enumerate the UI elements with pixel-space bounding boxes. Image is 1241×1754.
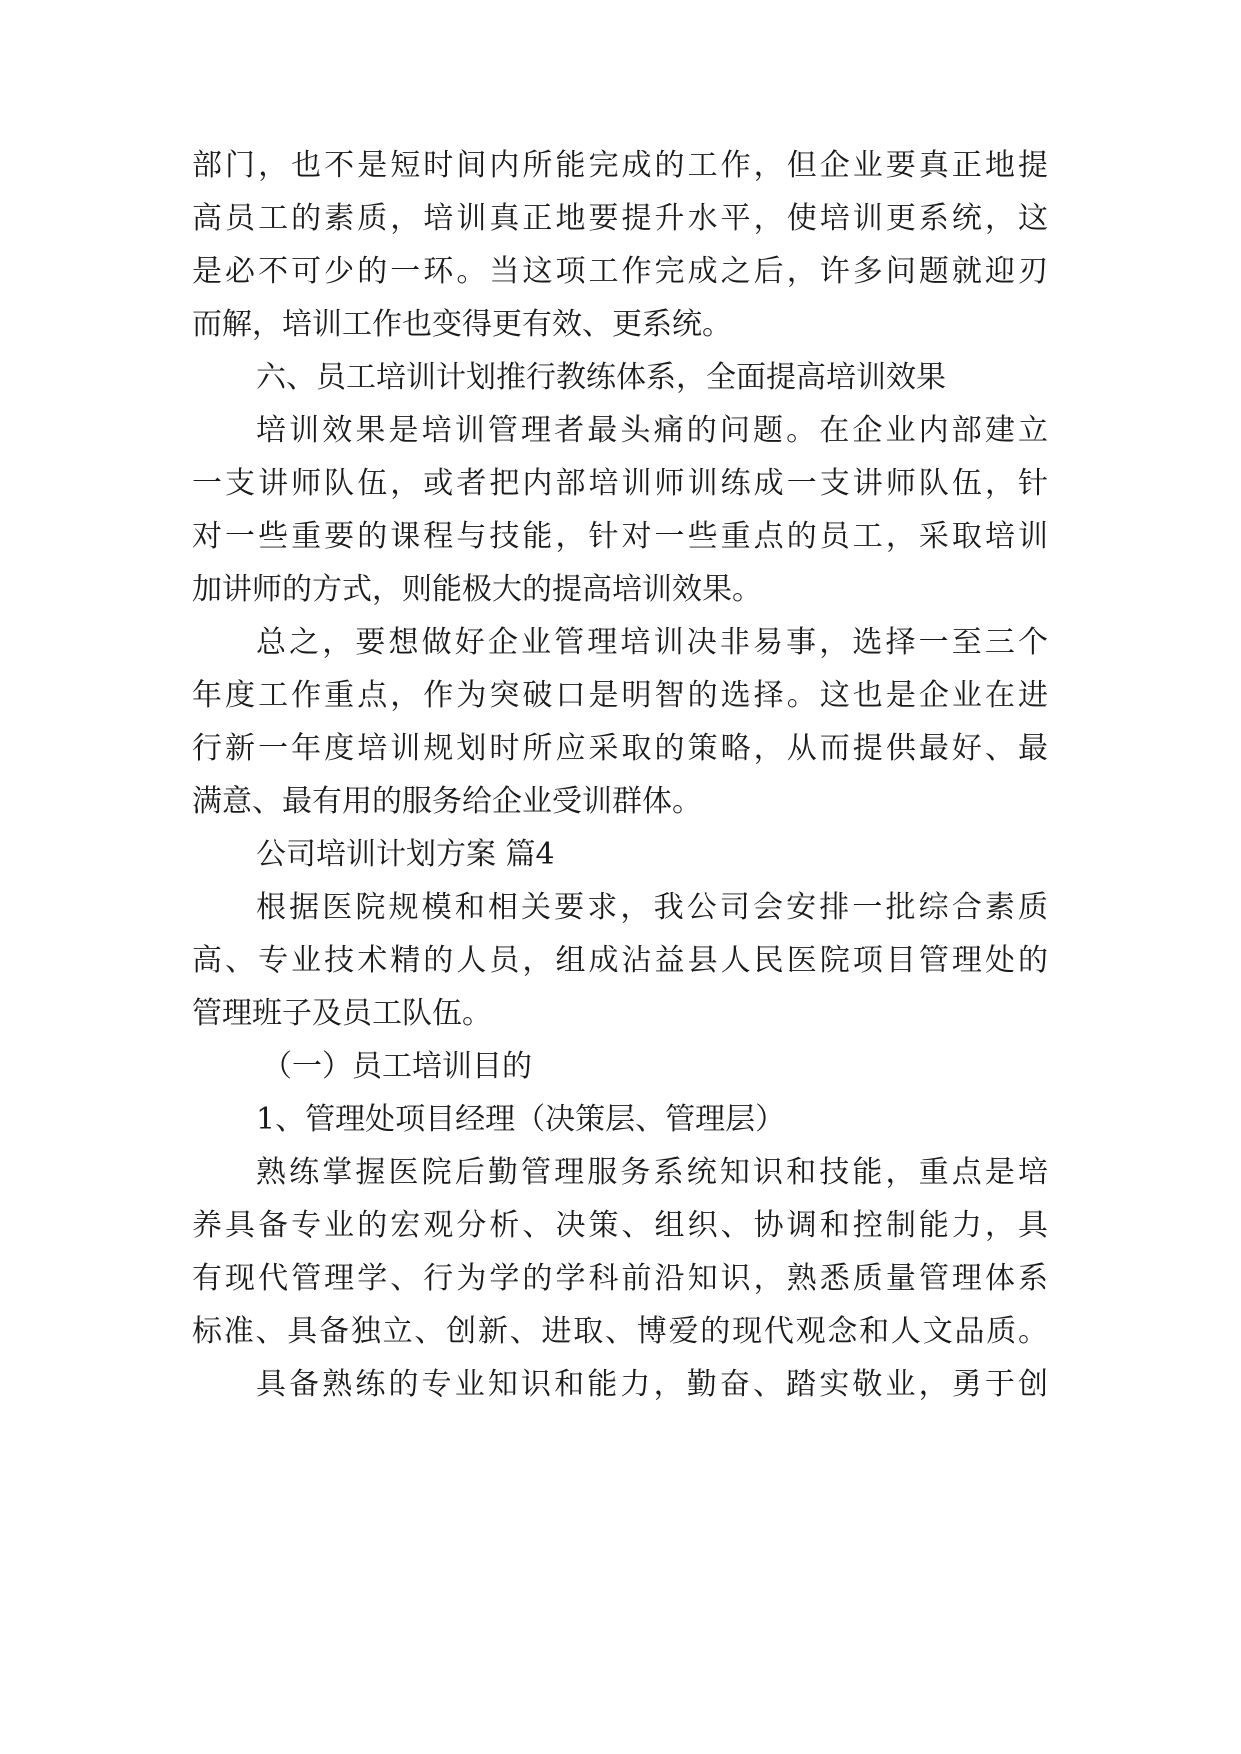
- section-heading: 公司培训计划方案 篇4: [256, 837, 555, 872]
- paragraph-line: 而解，培训工作也变得更有效、更系统。: [192, 307, 732, 342]
- paragraph-line: 标准、具备独立、创新、进取、博爱的现代观念和人文品质。: [192, 1314, 1048, 1349]
- paragraph-line: 熟练掌握医院后勤管理服务系统知识和技能，重点是培: [256, 1155, 1048, 1190]
- section-heading: 1、管理处项目经理（决策层、管理层）: [256, 1102, 786, 1137]
- paragraph-line: 年度工作重点，作为突破口是明智的选择。这也是企业在进: [192, 678, 1048, 713]
- paragraph-line: 管理班子及员工队伍。: [192, 996, 492, 1031]
- paragraph-line: 有现代管理学、行为学的学科前沿知识，熟悉质量管理体系: [192, 1261, 1048, 1296]
- paragraph-line: 根据医院规模和相关要求，我公司会安排一批综合素质: [256, 890, 1048, 925]
- paragraph-line: 总之，要想做好企业管理培训决非易事，选择一至三个: [256, 625, 1048, 660]
- paragraph-line: 高、专业技术精的人员，组成沾益县人民医院项目管理处的: [192, 943, 1048, 978]
- paragraph-line: 部门，也不是短时间内所能完成的工作，但企业要真正地提: [192, 148, 1048, 183]
- paragraph-line: 是必不可少的一环。当这项工作完成之后，许多问题就迎刃: [192, 254, 1048, 289]
- paragraph-line: 一支讲师队伍，或者把内部培训师训练成一支讲师队伍，针: [192, 466, 1048, 501]
- paragraph-line: 具备熟练的专业知识和能力，勤奋、踏实敬业，勇于创: [256, 1367, 1048, 1402]
- paragraph-line: 高员工的素质，培训真正地要提升水平，使培训更系统，这: [192, 201, 1048, 236]
- paragraph-line: 对一些重要的课程与技能，针对一些重点的员工，采取培训: [192, 519, 1048, 554]
- section-heading: （一）员工培训目的: [262, 1049, 532, 1084]
- paragraph-line: 行新一年度培训规划时所应采取的策略，从而提供最好、最: [192, 731, 1048, 766]
- paragraph-line: 满意、最有用的服务给企业受训群体。: [192, 784, 702, 819]
- paragraph-line: 加讲师的方式，则能极大的提高培训效果。: [192, 572, 762, 607]
- paragraph-line: 养具备专业的宏观分析、决策、组织、协调和控制能力，具: [192, 1208, 1048, 1243]
- paragraph-line: 培训效果是培训管理者最头痛的问题。在企业内部建立: [256, 413, 1048, 448]
- section-heading: 六、员工培训计划推行教练体系，全面提高培训效果: [256, 360, 946, 395]
